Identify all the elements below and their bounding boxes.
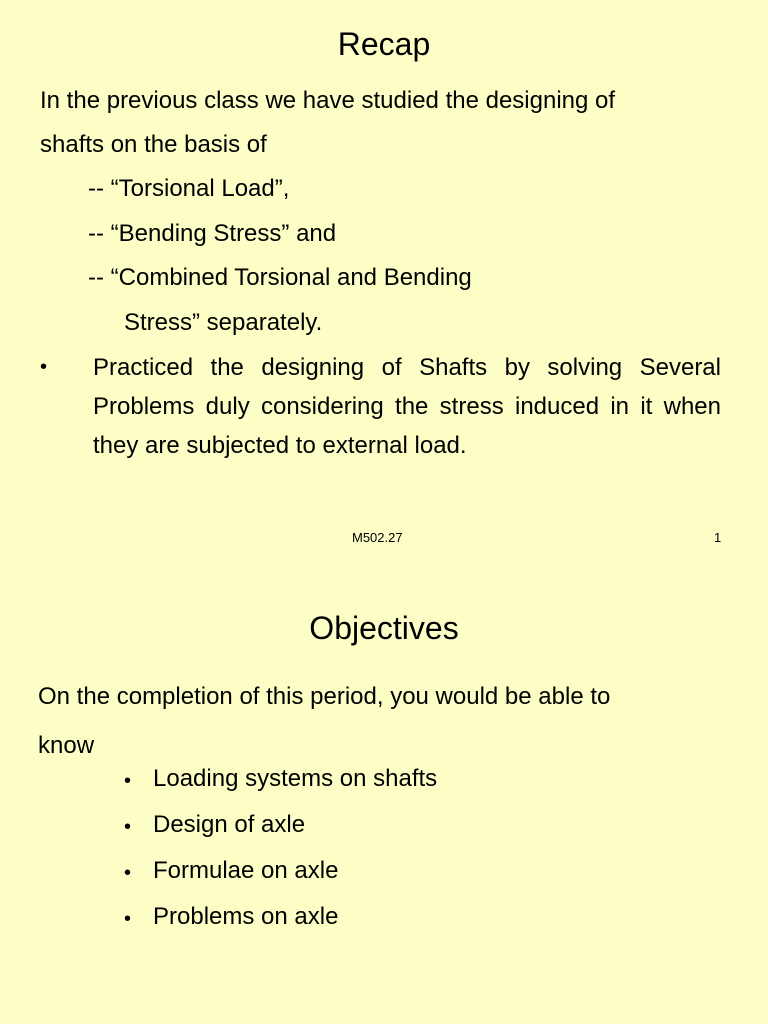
list-item: -- “Bending Stress” and	[88, 220, 337, 247]
bullet-icon: •	[40, 356, 48, 378]
bullet-paragraph: Practiced the designing of Shafts by solving Several Problems duly considering the stress induced in it when they are subjected to external load.	[93, 354, 721, 459]
intro-line-1: In the previous class we have studied the designing of	[40, 87, 616, 114]
slide-title: Recap	[337, 26, 431, 62]
bullet-icon: •	[124, 862, 132, 884]
list-item: Loading systems on shafts	[153, 765, 438, 792]
intro-line-2: shafts on the basis of	[40, 131, 267, 158]
bullet-icon: •	[124, 770, 132, 792]
footer-code: M502.27	[352, 530, 403, 545]
list-item: -- “Combined Torsional and Bending	[88, 264, 472, 291]
bullet-icon: •	[124, 816, 132, 838]
intro-line-2: know	[38, 732, 95, 759]
list-item: Problems on axle	[153, 903, 339, 930]
slide-objectives	[0, 560, 768, 1024]
list-item: Design of axle	[153, 811, 306, 838]
page-number: 1	[714, 530, 722, 545]
intro-line-1: On the completion of this period, you would be able to	[38, 683, 611, 710]
slide-title: Objectives	[309, 610, 459, 646]
list-item: -- “Torsional Load”,	[88, 175, 290, 202]
list-item: Stress” separately.	[124, 309, 323, 336]
bullet-icon: •	[124, 908, 132, 930]
list-item: Formulae on axle	[153, 857, 339, 884]
